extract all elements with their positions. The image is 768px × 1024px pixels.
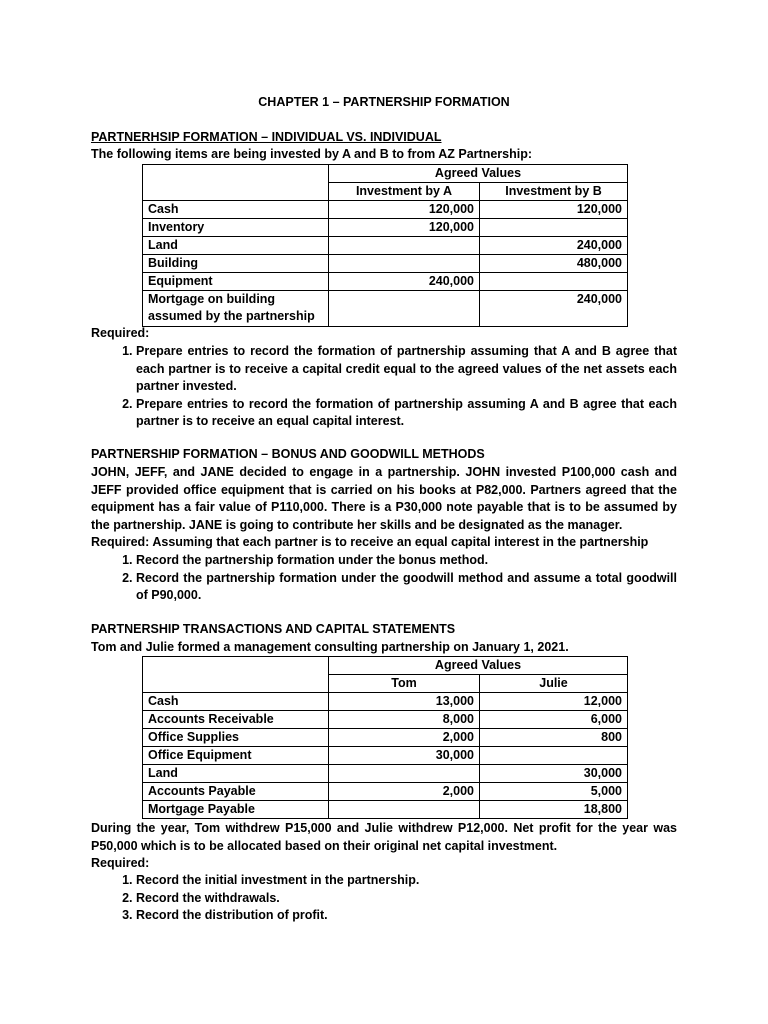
column-header-b: Investment by B [480,183,628,201]
table-row [143,291,628,327]
value-a-cell: 8,000 [329,711,480,729]
section3-body: During the year, Tom withdrew P15,000 and Julie withdrew P12,000. Net profit for the year was P50,000 which is to be allocated based on their original net capital investment. [91,821,677,853]
table-row [143,219,628,237]
value-a-cell [329,291,480,327]
item-cell: Building [143,255,329,273]
agreed-values-header: Agreed Values [329,165,628,183]
table-row [143,273,628,291]
table-row [143,201,628,219]
table-row [143,255,628,273]
value-a-cell: 120,000 [329,219,480,237]
value-b-cell: 12,000 [480,693,628,711]
list-item: 2. Record the partnership formation under the goodwill method and assume a total goodwill of P90,000. [136,570,677,605]
value-b-cell: 240,000 [480,237,628,255]
value-a-cell: 2,000 [329,783,480,801]
agreed-values-header: Agreed Values [329,657,628,675]
value-a-cell: 2,000 [329,729,480,747]
section2-required-list [91,552,677,605]
table-row [143,729,628,747]
value-b-cell [480,219,628,237]
value-a-cell [329,801,480,819]
table-row [143,765,628,783]
item-cell: Inventory [143,219,329,237]
item-cell: Mortgage on building assumed by the partnership [143,291,329,327]
item-cell: Cash [143,201,329,219]
value-b-cell: 120,000 [480,201,628,219]
section1-heading: PARTNERHSIP FORMATION – INDIVIDUAL VS. INDIVIDUAL [91,130,442,144]
section1-table [142,164,628,327]
value-a-cell [329,765,480,783]
value-a-cell [329,237,480,255]
column-header-a: Investment by A [329,183,480,201]
table-row [143,711,628,729]
list-item: 3. Record the distribution of profit. [136,907,677,925]
section3-table [142,656,628,819]
table-row [143,693,628,711]
section2-required-text: Required: Assuming that each partner is to receive an equal capital interest in the partnership [91,535,649,549]
value-b-cell: 18,800 [480,801,628,819]
list-item: 2. Prepare entries to record the formation of partnership assuming A and B agree that each partner is to receive an equal capital interest. [136,396,677,431]
section3-required-label: Required: [91,856,150,870]
section2-heading: PARTNERSHIP FORMATION – BONUS AND GOODWILL METHODS [91,447,485,461]
value-b-cell: 30,000 [480,765,628,783]
value-a-cell: 30,000 [329,747,480,765]
table-row [143,801,628,819]
value-b-cell: 800 [480,729,628,747]
value-b-cell [480,273,628,291]
value-b-cell: 6,000 [480,711,628,729]
item-cell: Land [143,237,329,255]
list-item: 2. Record the withdrawals. [136,890,677,908]
item-cell: Accounts Payable [143,783,329,801]
value-b-cell: 240,000 [480,291,628,327]
value-a-cell: 120,000 [329,201,480,219]
list-item: 1. Record the partnership formation under the bonus method. [136,552,677,570]
list-item: 1. Record the initial investment in the partnership. [136,872,677,890]
item-cell: Mortgage Payable [143,801,329,819]
item-cell: Accounts Receivable [143,711,329,729]
item-cell: Equipment [143,273,329,291]
item-cell: Cash [143,693,329,711]
value-a-cell: 240,000 [329,273,480,291]
table-row [143,237,628,255]
item-cell: Office Equipment [143,747,329,765]
chapter-title: CHAPTER 1 – PARTNERSHIP FORMATION [258,95,510,109]
column-header-julie: Julie [480,675,628,693]
value-a-cell: 13,000 [329,693,480,711]
table-corner-cell [143,657,329,693]
table-header-row [143,657,628,675]
value-b-cell [480,747,628,765]
section1-required-list [91,343,677,431]
section1-intro: The following items are being invested by A and B to from AZ Partnership: [91,147,533,161]
column-header-tom: Tom [329,675,480,693]
table-row [143,747,628,765]
table-header-row [143,165,628,183]
value-b-cell: 480,000 [480,255,628,273]
section3-heading: PARTNERSHIP TRANSACTIONS AND CAPITAL STATEMENTS [91,622,456,636]
item-cell: Office Supplies [143,729,329,747]
value-a-cell [329,255,480,273]
list-item: 1. Prepare entries to record the formation of partnership assuming that A and B agree that each partner is to receive a capital credit equal to the agreed values of the net assets each partner invested. [136,343,677,396]
item-cell: Land [143,765,329,783]
table-row [143,783,628,801]
table-corner-cell [143,165,329,201]
section2-body: JOHN, JEFF, and JANE decided to engage in a partnership. JOHN invested P100,000 cash and JEFF provided office equipment that is carried on his books at P82,000. Partners agreed that the equipment has a fair value of P110,000. There is a P30,000 note payable that is to be assumed by the partnership. JANE is going to contribute her skills and be designated as the manager. [91,465,677,532]
section3-required-list [91,872,677,925]
section1-required-label: Required: [91,326,150,340]
value-b-cell: 5,000 [480,783,628,801]
section3-intro: Tom and Julie formed a management consulting partnership on January 1, 2021. [91,640,569,654]
